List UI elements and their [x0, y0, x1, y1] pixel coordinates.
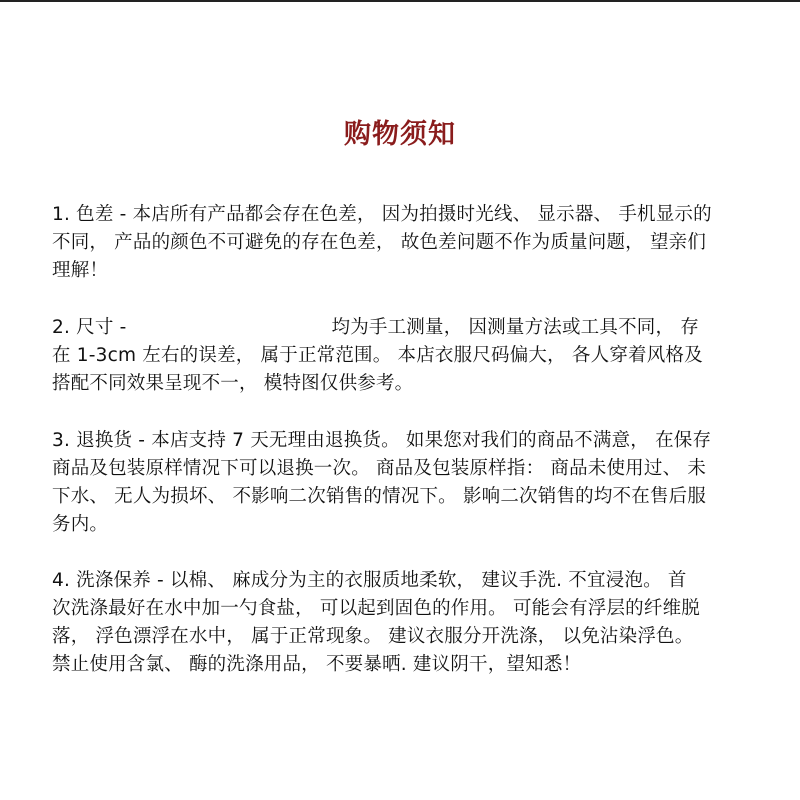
size-heading-continuation: 均为手工测量， 因测量方法或工具不同， 存: [331, 317, 699, 338]
text-line: 3. 退换货 - 本店支持 7 天无理由退换货。 如果您对我们的商品不满意， 在保存: [52, 430, 712, 451]
page-title: 购物须知: [344, 119, 456, 150]
text-line: 理解！: [52, 260, 109, 281]
text-line: 搭配不同效果呈现不一， 模特图仅供参考。: [52, 373, 414, 394]
section-washing-care: [52, 567, 760, 679]
top-border-line: [0, 0, 800, 2]
size-heading: 2. 尺寸 -: [52, 317, 127, 338]
text-line: 在 1-3cm 左右的误差， 属于正常范围。 本店衣服尺码偏大， 各人穿着风格及: [52, 345, 703, 366]
text-line: [52, 314, 760, 342]
text-line: 1. 色差 - 本店所有产品都会存在色差， 因为拍摄时光线、 显示器、 手机显示的: [52, 204, 712, 225]
text-line: 落， 浮色漂浮在水中， 属于正常现象。 建议衣服分开洗涤， 以免沾染浮色。: [52, 626, 694, 647]
section-color-difference: [52, 201, 760, 285]
text-line: 4. 洗涤保养 - 以棉、 麻成分为主的衣服质地柔软， 建议手洗. 不宜浸泡。 首: [52, 570, 687, 591]
text-line: 不同， 产品的颜色不可避免的存在色差， 故色差问题不作为质量问题， 望亲们: [52, 232, 707, 253]
text-line: 禁止使用含氯、 酶的洗涤用品， 不要暴晒. 建议阴干，望知悉！: [52, 654, 582, 675]
section-returns: [52, 427, 760, 539]
text-line: 次洗涤最好在水中加一勺食盐， 可以起到固色的作用。 可能会有浮层的纤维脱: [52, 598, 700, 619]
text-line: 下水、 无人为损坏、 不影响二次销售的情况下。 影响二次销售的均不在售后服: [52, 486, 707, 507]
text-line: 商品及包装原样情况下可以退换一次。 商品及包装原样指： 商品未使用过、 未: [52, 458, 707, 479]
text-line: 务内。: [52, 514, 109, 535]
section-size: [52, 314, 760, 398]
